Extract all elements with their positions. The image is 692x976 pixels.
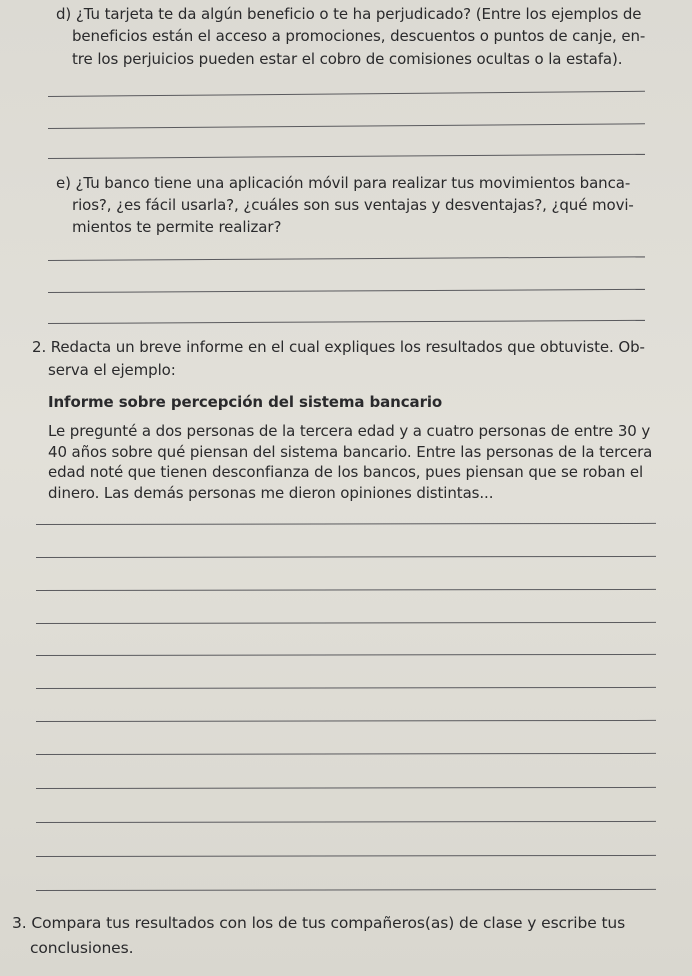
- answer-line-e-2[interactable]: [48, 289, 645, 293]
- example-line-2: 40 años sobre qué piensan del sistema bancario. Entre las personas de la tercera: [48, 443, 653, 461]
- answer-line-2-1[interactable]: [36, 523, 656, 525]
- answer-line-2-12[interactable]: [36, 889, 656, 891]
- item-3-line-2: conclusiones.: [30, 939, 134, 957]
- answer-line-2-11[interactable]: [36, 855, 656, 857]
- example-line-4: dinero. Las demás personas me dieron opiniones distintas...: [48, 484, 494, 502]
- answer-line-2-2[interactable]: [36, 556, 656, 558]
- question-e-line-3: mientos te permite realizar?: [72, 218, 282, 236]
- item-2-line-1: 2. Redacta un breve informe en el cual expliques los resultados que obtuviste. Ob-: [32, 338, 645, 356]
- question-e-line-1: e) ¿Tu banco tiene una aplicación móvil para realizar tus movimientos banca-: [56, 174, 631, 192]
- answer-line-2-6[interactable]: [36, 687, 656, 689]
- answer-line-d-2[interactable]: [48, 123, 645, 129]
- question-d-line-2: beneficios están el acceso a promociones, descuentos o puntos de canje, en-: [72, 27, 646, 45]
- question-e-line-2: rios?, ¿es fácil usarla?, ¿cuáles son sus ventajas y desventajas?, ¿qué movi-: [72, 196, 634, 214]
- answer-line-d-3[interactable]: [48, 154, 645, 159]
- answer-line-2-4[interactable]: [36, 622, 656, 624]
- item-3-line-1: 3. Compara tus resultados con los de tus compañeros(as) de clase y escribe tus: [12, 914, 626, 932]
- example-line-3: edad noté que tienen desconfianza de los bancos, pues piensan que se roban el: [48, 463, 644, 481]
- answer-line-2-3[interactable]: [36, 589, 656, 591]
- question-d-line-1: d) ¿Tu tarjeta te da algún beneficio o te ha perjudicado? (Entre los ejemplos de: [56, 5, 642, 23]
- example-line-1: Le pregunté a dos personas de la tercera edad y a cuatro personas de entre 30 y: [48, 422, 651, 440]
- answer-line-2-7[interactable]: [36, 720, 656, 722]
- answer-line-2-5[interactable]: [36, 654, 656, 656]
- answer-line-e-1[interactable]: [48, 256, 645, 261]
- item-2-line-2: serva el ejemplo:: [48, 361, 176, 379]
- answer-line-2-10[interactable]: [36, 821, 656, 823]
- answer-line-e-3[interactable]: [48, 320, 645, 324]
- example-title: Informe sobre percepción del sistema bancario: [48, 393, 443, 411]
- answer-line-2-9[interactable]: [36, 787, 656, 789]
- question-d-line-3: tre los perjuicios pueden estar el cobro de comisiones ocultas o la estafa).: [72, 50, 623, 68]
- answer-line-d-1[interactable]: [48, 91, 645, 97]
- answer-line-2-8[interactable]: [36, 753, 656, 755]
